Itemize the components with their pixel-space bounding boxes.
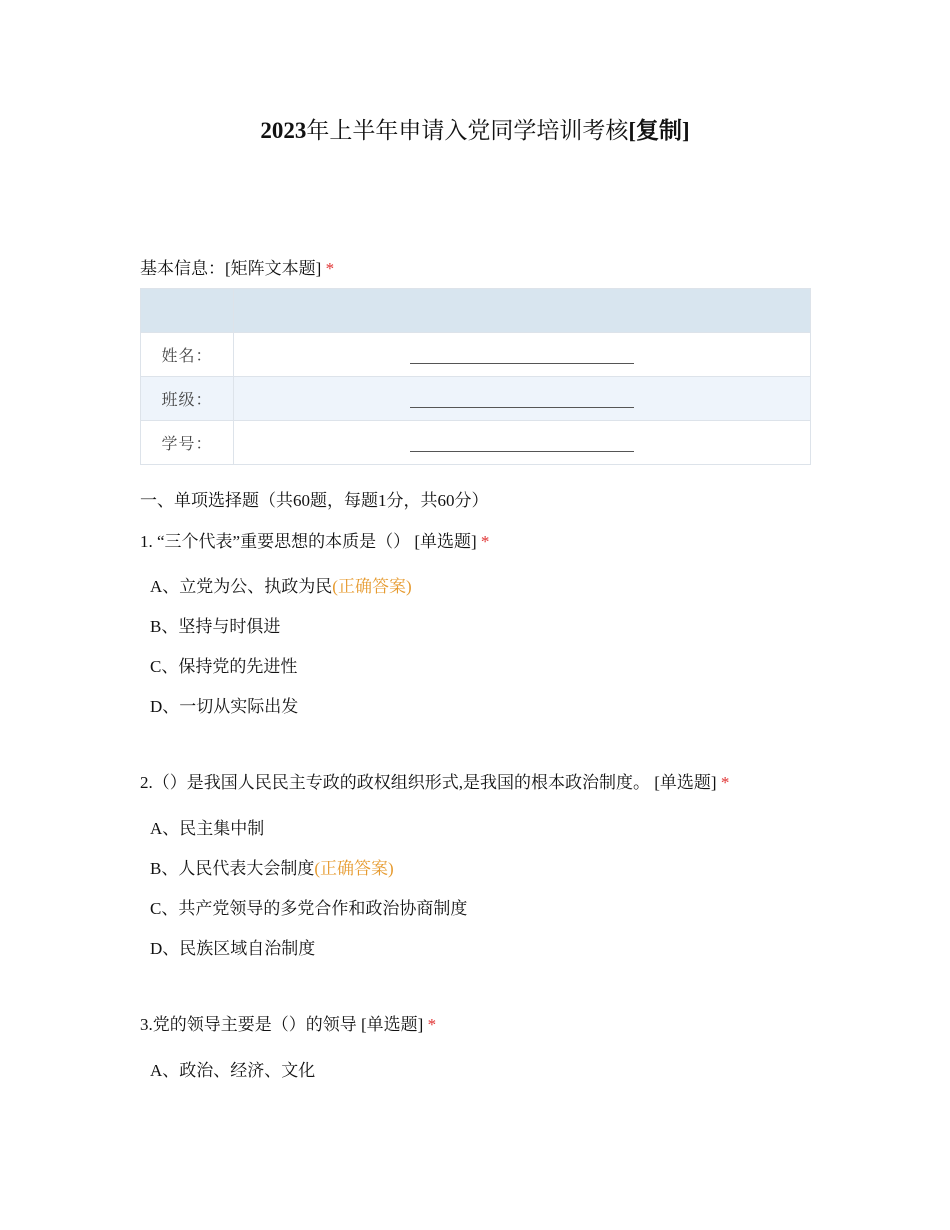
- q2-option-a[interactable]: [150, 814, 264, 839]
- question-2-text: 2.（）是我国人民民主专政的政权组织形式,是我国的根本政治制度。 [单选题]: [140, 773, 717, 792]
- q2-option-c[interactable]: [150, 894, 467, 919]
- option-text: A、民主集中制: [150, 819, 265, 838]
- name-input-cell[interactable]: [234, 333, 811, 377]
- student-id-blank-line[interactable]: [410, 433, 634, 452]
- title-year: 2023: [260, 118, 307, 143]
- correct-answer-tag: (正确答案): [332, 577, 412, 596]
- basic-info-matrix: [140, 288, 811, 465]
- question-1-text: 1. “三个代表”重要思想的本质是（） [单选题]: [140, 532, 477, 551]
- student-id-input-cell[interactable]: [234, 421, 811, 465]
- question-2-label: [140, 768, 729, 793]
- title-suffix: [复制]: [628, 118, 690, 143]
- matrix-header-cell: [234, 289, 811, 333]
- q1-option-c[interactable]: [150, 652, 297, 677]
- page-title: [0, 112, 950, 145]
- option-text: A、政治、经济、文化: [150, 1061, 316, 1080]
- required-mark: *: [427, 1015, 437, 1034]
- class-input-cell[interactable]: [234, 377, 811, 421]
- row-label-student-id: 学号：: [141, 421, 234, 465]
- row-label-class: 班级：: [141, 377, 234, 421]
- matrix-header-empty: [141, 289, 234, 333]
- matrix-row-class: [141, 377, 811, 421]
- question-3-text: 3.党的领导主要是（）的领导 [单选题]: [140, 1015, 424, 1034]
- correct-answer-tag: (正确答案): [314, 859, 394, 878]
- basic-info-label: [140, 254, 334, 279]
- section-heading: 一、单项选择题（共60题，每题1分，共60分）: [140, 491, 489, 510]
- basic-info-text: 基本信息：[矩阵文本题]: [140, 259, 322, 278]
- required-mark: *: [720, 773, 730, 792]
- row-label-name: 姓名：: [141, 333, 234, 377]
- question-1-label: [140, 527, 489, 552]
- option-text: D、民族区域自治制度: [150, 939, 316, 958]
- option-text: C、保持党的先进性: [150, 657, 298, 676]
- option-text: D、一切从实际出发: [150, 697, 299, 716]
- class-blank-line[interactable]: [410, 389, 634, 408]
- question-3-label: [140, 1010, 436, 1035]
- matrix-header-row: [141, 289, 811, 333]
- required-mark: *: [480, 532, 490, 551]
- q3-option-a[interactable]: [150, 1056, 315, 1081]
- name-blank-line[interactable]: [410, 345, 634, 364]
- q1-option-d[interactable]: [150, 692, 298, 717]
- option-text: C、共产党领导的多党合作和政治协商制度: [150, 899, 468, 918]
- title-main: 年上半年申请入党同学培训考核: [306, 118, 629, 143]
- option-text: B、人民代表大会制度: [150, 859, 315, 878]
- q1-option-a[interactable]: [150, 572, 412, 597]
- q2-option-b[interactable]: [150, 854, 394, 879]
- matrix-row-name: [141, 333, 811, 377]
- q1-option-b[interactable]: [150, 612, 280, 637]
- option-text: A、立党为公、执政为民: [150, 577, 333, 596]
- option-text: B、坚持与时俱进: [150, 617, 281, 636]
- matrix-row-student-id: [141, 421, 811, 465]
- required-mark: *: [325, 259, 335, 278]
- q2-option-d[interactable]: [150, 934, 315, 959]
